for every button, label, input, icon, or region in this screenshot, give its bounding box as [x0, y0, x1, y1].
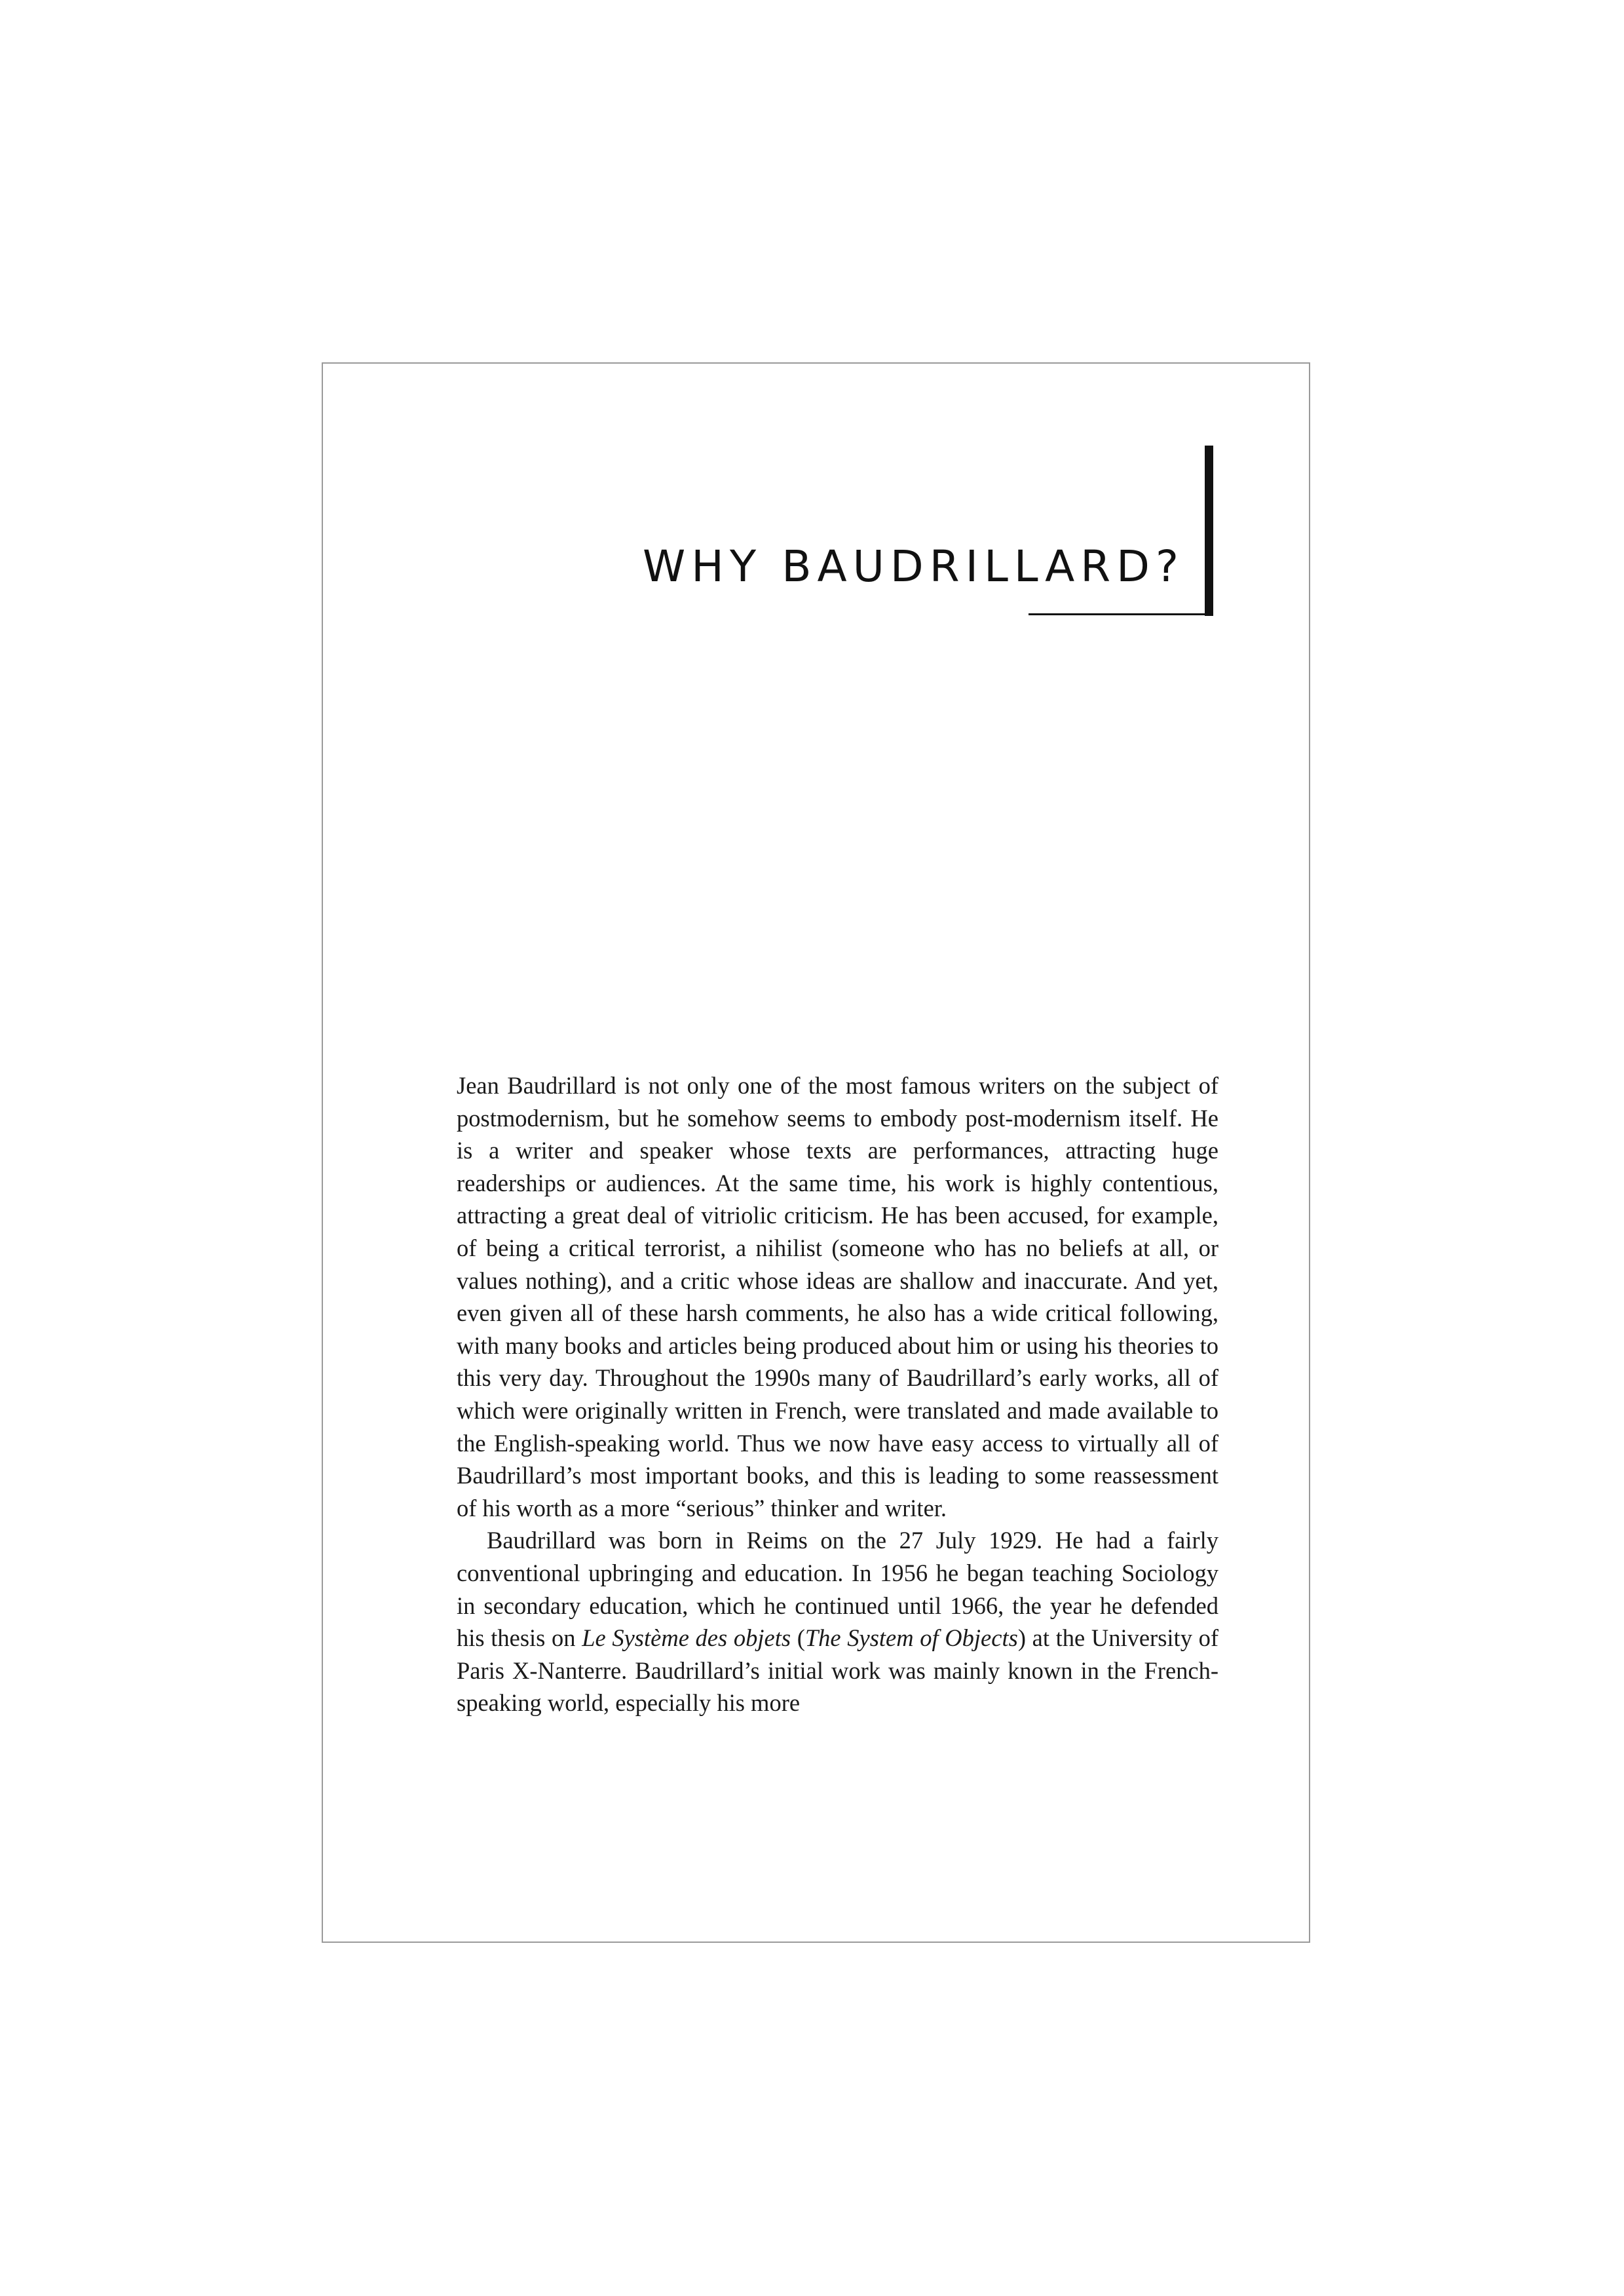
- paragraph-2-text-3: ) at the University of Paris X-Nanterre. Baudrillard’s initial work was mainly known in the French-speaking world, especially his more: [457, 1624, 1218, 1717]
- paragraph-2-text-1: Baudrillard was born in Reims on the 27 July 1929. He had a fairly conventional upbringing and education. In 1956 he began teaching Sociology in secondary education, which he continued until 1966, the year he defended his thesis on: [457, 1527, 1218, 1652]
- body-text: [457, 1069, 1218, 1719]
- paragraph-1: Jean Baudrillard is not only one of the most famous writers on the subject of postmodernism, but he somehow seems to embody post-modernism itself. He is a writer and speaker whose texts are performances, attracting huge readerships or audiences. At the same time, his work is highly contentious, attracting a great deal of vitriolic criticism. He has been accused, for example, of being a critical terrorist, a nihilist (someone who has no beliefs at all, or values nothing), and a critic whose ideas are shallow and inaccurate. And yet, even given all of these harsh comments, he also has a wide critical following, with many books and articles being produced about him or using his theories to this very day. Throughout the 1990s many of Baudrillard’s early works, all of which were originally written in French, were translated and made available to the English-speaking world. Thus we now have easy access to virtually all of Baudrillard’s most important books, and this is leading to some reassessment of his worth as a more “serious” thinker and writer.: [457, 1072, 1218, 1521]
- chapter-title-rule: [1029, 613, 1213, 615]
- chapter-title: WHY BAUDRILLARD?: [643, 541, 1184, 592]
- paragraph-2: [457, 1524, 1218, 1719]
- book-title-english: The System of Objects: [804, 1624, 1018, 1652]
- chapter-title-bar: [1205, 446, 1213, 616]
- paragraph-2-text-2: (: [791, 1624, 805, 1652]
- book-title-french: Le Système des objets: [582, 1624, 791, 1652]
